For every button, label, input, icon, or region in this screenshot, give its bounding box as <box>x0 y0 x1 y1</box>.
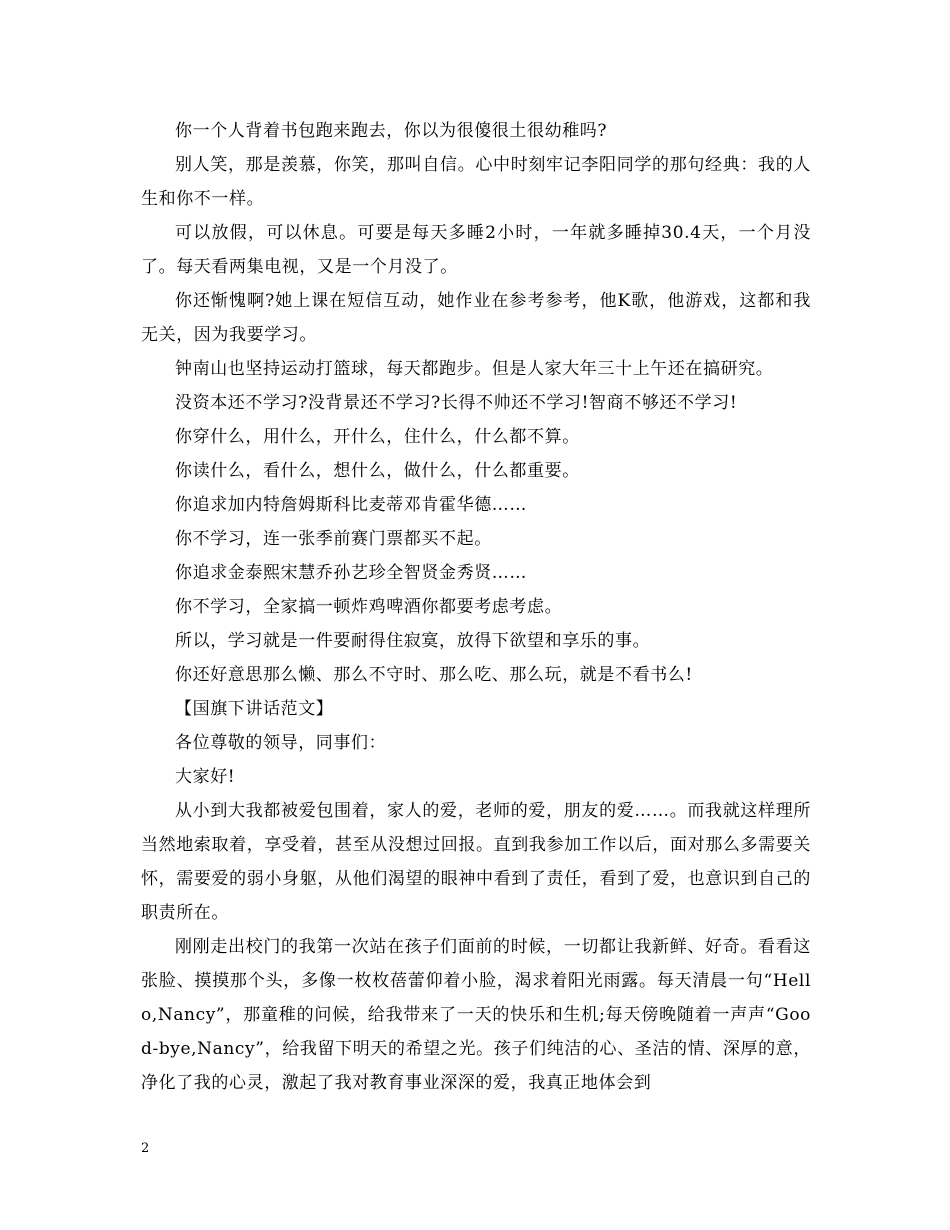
salutation: 各位尊敬的领导，同事们： <box>175 733 387 753</box>
paragraph: 你读什么，看什么，想什么，做什么，什么都重要。 <box>175 461 580 481</box>
paragraph: 你追求加内特詹姆斯科比麦蒂邓肯霍华德…… <box>175 495 527 515</box>
paragraph: 别人笑，那是羡慕，你笑，那叫自信。心中时刻牢记李阳同学的那句经典：我的人生和你不一样。 <box>141 155 811 209</box>
paragraph: 你还好意思那么懒、那么不守时、那么吃、那么玩，就是不看书么! <box>175 665 693 685</box>
page-number: 2 <box>141 1141 150 1156</box>
paragraph: 所以，学习就是一件要耐得住寂寞，放得下欲望和享乐的事。 <box>175 631 651 651</box>
paragraph: 你不学习，连一张季前赛门票都买不起。 <box>175 529 492 549</box>
paragraph: 可以放假，可以休息。可要是每天多睡2小时，一年就多睡掉30.4天，一个月没了。每天看两集电视，又是一个月没了。 <box>141 223 811 277</box>
paragraph: 没资本还不学习?没背景还不学习?长得不帅还不学习!智商不够还不学习! <box>175 393 738 413</box>
paragraph: 你还惭愧啊?她上课在短信互动，她作业在参考参考，他K歌，他游戏，这都和我无关，因为我要学习。 <box>141 291 811 345</box>
paragraph: 你不学习，全家搞一顿炸鸡啤酒你都要考虑考虑。 <box>175 597 563 617</box>
paragraph: 你追求金泰熙宋慧乔孙艺珍全智贤金秀贤…… <box>175 563 527 583</box>
greeting: 大家好! <box>175 767 236 787</box>
paragraph: 刚刚走出校门的我第一次站在孩子们面前的时候，一切都让我新鲜、好奇。看看这张脸、摸摸那个头，多像一枚枚蓓蕾仰着小脸，渴求着阳光雨露。每天清晨一句“Hello,Nancy”，那童稚的问候，给我带来了一天的快乐和生机;每天傍晚随着一声声“Good-bye,Nancy”，给我留下明天的希望之光。孩子们纯洁的心、圣洁的情、深厚的意，净化了我的心灵，激起了我对教育事业深深的爱，我真正地体会到 <box>141 937 811 1093</box>
paragraph: 从小到大我都被爱包围着，家人的爱，老师的爱，朋友的爱……。而我就这样理所当然地索取着，享受着，甚至从没想过回报。直到我参加工作以后，面对那么多需要关怀，需要爱的弱小身躯，从他们渴望的眼神中看到了责任，看到了爱，也意识到自己的职责所在。 <box>141 801 811 923</box>
document-body <box>141 114 811 1100</box>
section-heading: 【国旗下讲话范文】 <box>175 699 334 719</box>
paragraph: 你穿什么，用什么，开什么，住什么，什么都不算。 <box>175 427 580 447</box>
paragraph: 你一个人背着书包跑来跑去，你以为很傻很土很幼稚吗? <box>175 121 608 141</box>
paragraph: 钟南山也坚持运动打篮球，每天都跑步。但是人家大年三十上午还在搞研究。 <box>175 359 774 379</box>
